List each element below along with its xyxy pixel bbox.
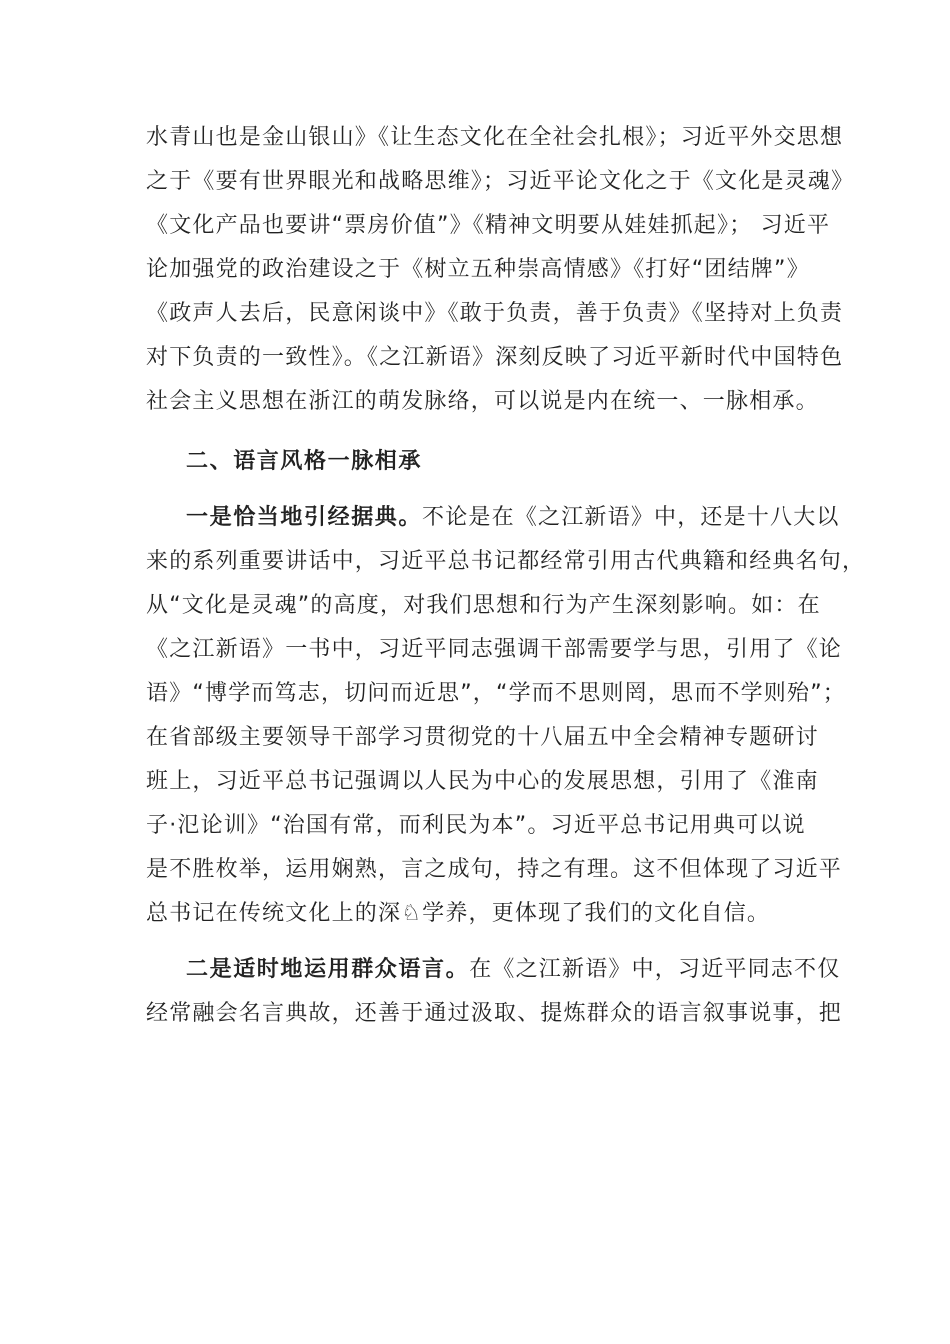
paragraph-2-line-7: 班上，习近平总书记强调以人民为中心的发展思想，引用了《淮南 [146, 769, 819, 794]
section-heading: 二、语言风格一脉相承 [186, 449, 423, 474]
paragraph-2-line-3: 从“文化是灵魂”的高度，对我们思想和行为产生深刻影响。如：在 [146, 593, 821, 618]
paragraph-2-line-9: 是不胜枚举，运用娴熟，言之成句，持之有理。这不但体现了习近平 [146, 857, 843, 882]
paragraph-2-lead: 一是恰当地引经据典。 [186, 505, 423, 530]
paragraph-2-line-1 [186, 498, 840, 538]
paragraph-1-line-7: 社会主义思想在浙江的萌发脉络，可以说是内在统一、一脉相承。 [146, 389, 819, 414]
paragraph-2-line-8: 子·氾论训》“治国有常，而利民为本”。习近平总书记用典可以说 [146, 813, 806, 838]
paragraph-1-line-2: 之于《要有世界眼光和战略思维》；习近平论文化之于《文化是灵魂》 [146, 169, 855, 194]
paragraph-1-line-1: 水青山也是金山银山》《让生态文化在全社会扎根》；习近平外交思想 [146, 125, 844, 150]
paragraph-1-line-6: 对下负责的一致性》。《之江新语》深刻反映了习近平新时代中国特色 [146, 345, 844, 370]
paragraph-3-first-line-text: 在《之江新语》中，习近平同志不仅 [469, 957, 841, 982]
paragraph-3-lead: 二是适时地运用群众语言。 [186, 957, 470, 982]
paragraph-2-line-2: 来的系列重要讲话中，习近平总书记都经常引用古代典籍和经典名句， [146, 549, 866, 574]
paragraph-2-line-10: 总书记在传统文化上的深♘学养，更体现了我们的文化自信。 [146, 901, 771, 926]
paragraph-2-line-5: 语》“博学而笃志，切问而近思”，“学而不思则罔，思而不学则殆”； [146, 681, 846, 706]
paragraph-3-line-1 [186, 950, 841, 990]
paragraph-1-line-4: 论加强党的政治建设之于《树立五种崇高情感》《打好“团结牌”》 [146, 257, 810, 282]
paragraph-1-line-3: 《文化产品也要讲“票房价值”》《精神文明要从娃娃抓起》； 习近平 [146, 213, 831, 238]
paragraph-3-line-2: 经常融会名言典故，还善于通过汲取、提炼群众的语言叙事说事，把 [146, 1001, 843, 1026]
paragraph-2-line-6: 在省部级主要领导干部学习贯彻党的十八届五中全会精神专题研讨 [146, 725, 819, 750]
paragraph-1-line-5: 《政声人去后，民意闲谈中》《敢于负责，善于负责》《坚持对上负责 [146, 301, 844, 326]
paragraph-2-first-line-text: 不论是在《之江新语》中，还是十八大以 [422, 505, 840, 530]
paragraph-2-line-4: 《之江新语》一书中，习近平同志强调干部需要学与思，引用了《论 [146, 637, 843, 662]
